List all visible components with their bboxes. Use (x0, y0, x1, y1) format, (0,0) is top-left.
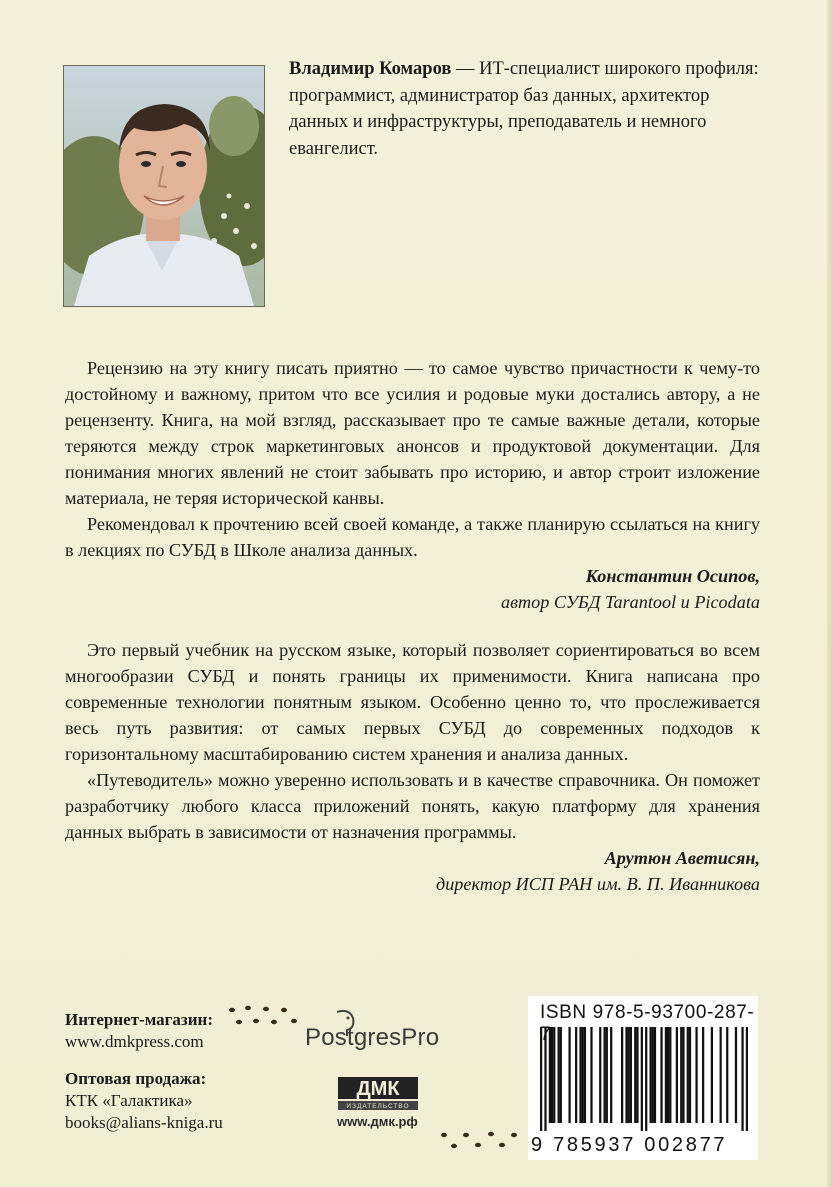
barcode-bar (553, 1027, 555, 1123)
barcode-bar (652, 1027, 654, 1123)
barcode-bar (551, 1027, 553, 1123)
online-shop-url[interactable]: www.dmkpress.com (65, 1032, 204, 1051)
barcode-bar (628, 1027, 630, 1123)
review-avetisyan (65, 637, 760, 897)
barcode-bar (689, 1027, 691, 1123)
online-shop-label: Интернет-магазин: (65, 1010, 213, 1029)
barcode-bar (636, 1027, 638, 1123)
barcode-bar (649, 1027, 651, 1123)
barcode-bar (645, 1027, 647, 1131)
dmk-logo (334, 1075, 422, 1113)
barcode-bar (695, 1027, 697, 1123)
barcode-bar (603, 1027, 605, 1123)
barcode-bar (568, 1027, 570, 1123)
barcode-bar (540, 1027, 542, 1131)
wholesale-email[interactable]: books@alians-kniga.ru (65, 1113, 223, 1132)
barcode-bar (654, 1027, 656, 1123)
barcode-bar (558, 1027, 560, 1123)
barcode-bar (630, 1027, 632, 1123)
barcode-bar (711, 1027, 713, 1123)
barcode-bar (669, 1027, 671, 1123)
dmk-url[interactable]: www.дмк.рф (337, 1114, 418, 1129)
review-signature (65, 563, 760, 615)
barcode-bar (726, 1027, 728, 1123)
review-paragraph: Это первый учебник на русском языке, который позволяет сориентироваться во всем многообразии СУБД и понять границы их применимости. Книга написана про современные технологии понятным языком. Особенно ценно то, что прослеживается весь путь развития: от самых первых СУБД до современных подходов к горизонтальному масштабированию систем хранения и анализа данных. (65, 640, 760, 764)
author-bio (289, 56, 769, 162)
barcode-bar (610, 1027, 612, 1123)
barcode-bar (641, 1027, 643, 1131)
barcode-bar (746, 1027, 748, 1131)
paw-prints-icon (224, 1002, 304, 1028)
review-osipov (65, 355, 760, 615)
author-description: — ИТ-специалист широкого профиля: программист, администратор баз данных, архитектор данных и инфраструктуры, преподаватель и немного евангелист. (289, 59, 759, 159)
barcode-bar (606, 1027, 608, 1123)
online-shop-block (65, 1009, 213, 1053)
barcode-bar (665, 1027, 667, 1123)
barcode-bar (582, 1027, 584, 1123)
dmk-logo-text: ДМК (356, 1078, 400, 1100)
wholesale-label: Оптовая продажа: (65, 1069, 207, 1088)
review-paragraph: «Путеводитель» можно уверенно использовать и в качестве справочника. Он поможет разработчику любого класса приложений понять, какую платформу для хранения данных выбрать в зависимости от назначения программы. (65, 770, 760, 842)
postgrespro-logo: PostgresPro (305, 1024, 440, 1051)
wholesale-company: КТК «Галактика» (65, 1091, 193, 1110)
isbn-barcode (528, 996, 758, 1160)
wholesale-block (65, 1068, 223, 1134)
barcode-bar (660, 1027, 662, 1123)
author-photo (63, 65, 265, 307)
review-signature (65, 845, 760, 897)
barcode-bar (667, 1027, 669, 1123)
barcode-bar (625, 1027, 627, 1123)
dmk-logo-subtitle: ИЗДАТЕЛЬСТВО (346, 1103, 410, 1110)
barcode-bar (584, 1027, 586, 1123)
barcode-digits: 9 785937 002877 (531, 1134, 728, 1156)
barcode-bar (676, 1027, 678, 1123)
barcode-bar (579, 1027, 581, 1123)
reviewer-role: автор СУБД Tarantool и Picodata (500, 592, 760, 612)
review-paragraph: Рекомендовал к прочтению всей своей команде, а также планирую ссылаться на книгу в лекциях по СУБД в Школе анализа данных. (65, 514, 760, 560)
author-name: Владимир Комаров (289, 59, 452, 79)
paw-prints-icon (436, 1127, 526, 1153)
reviewer-role: директор ИСП РАН им. В. П. Иванникова (436, 874, 760, 894)
barcode-bar (687, 1027, 689, 1123)
barcode-bar (621, 1027, 623, 1123)
barcode-bar (560, 1027, 562, 1123)
barcode-bar (549, 1027, 551, 1123)
barcode-bar (735, 1027, 737, 1123)
barcode-bars (540, 1027, 748, 1131)
review-paragraph: Рецензию на эту книгу писать приятно — то самое чувство причастности к чему-то достойному и важному, притом что все усилия и родовые муки достались автору, а не рецензенту. Книга, на мой взгляд, рассказывает про те самые важные детали, которые теряются между строк маркетинговых анонсов и продуктовой документации. Для понимания многих явлений не стоит забывать про историю, и автор строит изложение материала, не теряя исторической канвы. (65, 358, 760, 508)
reviewer-name: Арутюн Аветисян, (604, 848, 760, 868)
cover-edge (827, 0, 833, 1187)
barcode-bar (682, 1027, 684, 1123)
barcode-bar (575, 1027, 577, 1123)
reviewer-name: Константин Осипов, (585, 566, 760, 586)
barcode-bar (702, 1027, 704, 1123)
isbn-label: ISBN 978-5-93700-287-7 (540, 1002, 755, 1045)
barcode-bar (720, 1027, 722, 1123)
barcode-bar (634, 1027, 636, 1123)
barcode-bar (680, 1027, 682, 1123)
barcode-bar (544, 1027, 546, 1131)
barcode-bar (590, 1027, 592, 1123)
barcode-bar (599, 1027, 601, 1123)
barcode-bar (741, 1027, 743, 1131)
